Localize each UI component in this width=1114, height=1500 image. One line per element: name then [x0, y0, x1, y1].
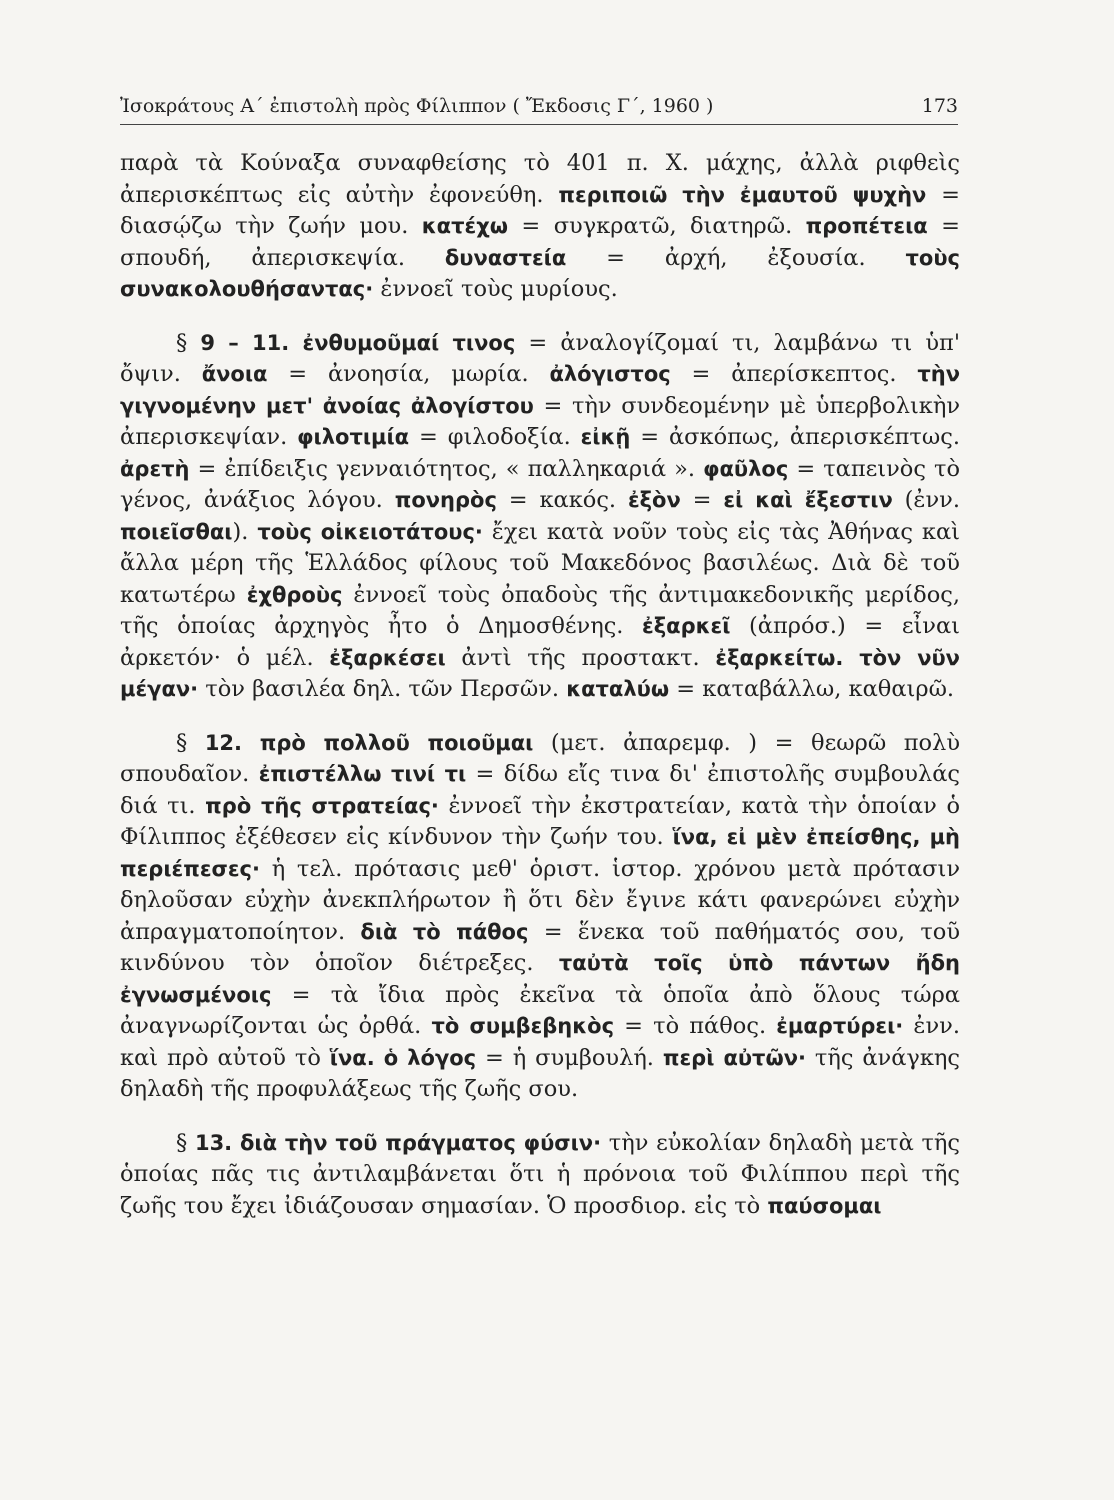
headword: πονηρὸς [394, 488, 497, 512]
headword: εἰκῇ [580, 425, 631, 449]
paragraph [120, 1128, 960, 1223]
paragraph [120, 148, 960, 306]
headword: 9 – 11. ἐνθυμοῦμαί τινος [200, 330, 516, 355]
gloss-text: = ἀναλογίζομαί τι, λαμβάνω τι ὑπ' ὄψιν. [120, 329, 961, 387]
headword: ἐπιστέλλω τινί τι [258, 762, 467, 786]
headword: φαῦλος [703, 456, 789, 481]
gloss-text: = σπουδή, ἀπερισκεψία. [120, 213, 960, 271]
headword: ἐχθροὺς [246, 582, 343, 607]
paragraph [120, 328, 960, 706]
gloss-text: = δίδω εἴς τινα δι' ἐπιστολῆς συμβουλάς διά τι. [120, 761, 960, 819]
gloss-text: = συγκρατῶ, διατηρῶ. [508, 213, 806, 239]
section-sign: § [176, 729, 205, 756]
gloss-text: ἐννοεῖ τοὺς μυρίους. [373, 276, 618, 302]
gloss-text: = κακός. [496, 487, 628, 513]
headword: εἰ καὶ ἔξεστιν [723, 488, 893, 512]
headword: ἀρετὴ [120, 456, 190, 481]
gloss-text: ἔχει κατὰ νοῦν τοὺς εἰς τὰς Ἀθήνας καὶ ἄλλα μέρη τῆς Ἑλλάδος φίλους τοῦ Μακεδόνος βασιλέως. Διὰ δὲ τοῦ κατωτέρω [120, 518, 960, 608]
gloss-text: ἀντὶ τῆς προστακτ. [445, 644, 716, 671]
gloss-text: = ταπεινὸς τὸ γένος, ἀνάξιος λόγου. [120, 455, 960, 513]
gloss-text: = ἀσκόπως, ἀπερισκέπτως. [630, 424, 960, 450]
headword: διὰ τὸ πάθος [360, 919, 529, 944]
headword: τοὺς συνακολουθήσαντας· [120, 245, 960, 301]
commentary-body [120, 148, 960, 1244]
headword: τὴν γιγνομένην μετ' ἀνοίας ἀλογίστου [120, 362, 961, 418]
headword: τὸ συμβεβηκὸς [431, 1014, 615, 1038]
gloss-text: = ἀπερίσκεπτος. [670, 361, 918, 387]
section-sign: § [176, 1129, 195, 1156]
headword: καταλύω [566, 677, 670, 701]
page-number: 173 [921, 95, 958, 117]
headword: ἐμαρτύρει· [776, 1014, 904, 1038]
gloss-text: τὴν εὐκολίαν δηλαδὴ μετὰ τῆς ὁποίας πᾶς τις ἀντιλαμβάνεται ὅτι ἡ πρόνοια τοῦ Φιλίππου περὶ τῆς ζωῆς του ἔχει ἰδιάζουσαν σημασίαν. Ὁ προσδιορ. εἰς τὸ [120, 1129, 960, 1219]
headword: περὶ αὐτῶν· [662, 1045, 806, 1070]
gloss-text: = τὴν συνδεομένην μὲ ὑπερβολικὴν ἀπερισκεψίαν. [120, 392, 960, 450]
gloss-text: = τὸ πάθος. [614, 1013, 777, 1039]
headword: φιλοτιμία [297, 425, 410, 449]
headword: δυναστεία [444, 245, 567, 270]
gloss-text: = τὰ ἴδια πρὸς ἐκεῖνα τὰ ὁποῖα ἀπὸ ὅλους τώρα ἀναγνωρίζονται ὡς ὀρθά. [120, 981, 960, 1039]
headword: ἄνοια [201, 362, 268, 386]
headword: κατέχω [421, 214, 509, 238]
gloss-text: = ἀρχή, ἐξουσία. [566, 244, 906, 271]
headword: προπέτεια [805, 214, 928, 238]
gloss-text: τὸν βασιλέα δηλ. τῶν Περσῶν. [198, 676, 567, 702]
headword: παύσομαι [767, 1193, 882, 1218]
gloss-text: ἐνν. καὶ πρὸ αὐτοῦ τὸ [120, 1013, 960, 1071]
headword: 12. πρὸ πολλοῦ ποιοῦμαι [204, 730, 534, 755]
gloss-text: ἡ τελ. πρότασις μεθ' ὁριστ. ἱστορ. χρόνου μετὰ πρότασιν δηλοῦσαν εὐχὴν ἀνεκπλήρωτον ἢ ὅτι δὲν ἔγινε κάτι φανερώνει εὐχὴν ἀπραγματοποίητον. [120, 855, 960, 945]
headword: ἐξὸν [627, 488, 681, 512]
headword: πρὸ τῆς στρατείας· [205, 793, 439, 818]
gloss-text: = καταβάλλω, καθαιρῶ. [669, 676, 955, 702]
headword: ἀλόγιστος [549, 362, 671, 386]
headword: τοὺς οἰκειοτάτους· [257, 519, 483, 544]
gloss-text: (ἐνν. [892, 487, 960, 513]
running-header [120, 88, 958, 125]
gloss-text: = [680, 487, 724, 513]
gloss-text: ἐννοεῖ τὴν ἐκστρατείαν, κατὰ τὴν ὁποίαν ὁ Φίλιππος ἐξέθεσεν εἰς κίνδυνον τὴν ζωήν του. [120, 792, 960, 850]
gloss-text: = ἕνεκα τοῦ παθήματός σου, τοῦ κινδύνου τὸν ὁποῖον διέτρεξες. [120, 918, 960, 976]
headword: ἵνα. ὁ λόγος [329, 1045, 477, 1070]
header-title: Ἰσοκράτους Α΄ ἐπιστολὴ πρὸς Φίλιππον ( Ἔκδοσις Γ΄, 1960 ) [120, 95, 714, 117]
gloss-text: (μετ. ἀπαρεμφ. ) = θεωρῶ πολὺ σπουδαῖον. [120, 729, 960, 787]
headword: ποιεῖσθαι [120, 519, 233, 544]
gloss-text: παρὰ τὰ Κούναξα συναφθείσης τὸ 401 π. Χ. μάχης, ἀλλὰ ριφθεὶς ἀπερισκέπτως εἰς αὐτὴν ἐφονεύθη. [120, 150, 960, 208]
headword: ταὐτὰ τοῖς ὑπὸ πάντων ἤδη ἐγνωσμένοις [120, 951, 960, 1007]
gloss-text: (ἀπρόσ.) = εἶναι ἀρκετόν· ὁ μέλ. [120, 613, 960, 671]
headword: ἐξαρκεῖ [642, 614, 731, 638]
gloss-text: ἐννοεῖ τοὺς ὀπαδοὺς τῆς ἀντιμακεδονικῆς μερίδος, τῆς ὁποίας ἀρχηγὸς ἦτο ὁ Δημοσθένης. [120, 581, 960, 639]
gloss-text: = ἡ συμβουλή. [476, 1044, 663, 1071]
headword: ἵνα, εἰ μὲν ἐπείσθης, μὴ περιέπεσες· [120, 825, 960, 881]
gloss-text: = ἐπίδειξις γενναιότητος, « παλληκαριά ». [189, 455, 704, 482]
gloss-text: = ἀνοησία, μωρία. [267, 361, 550, 387]
gloss-text: = φιλοδοξία. [409, 424, 581, 450]
gloss-text: τῆς ἀνάγκης δηλαδὴ τῆς προφυλάξεως τῆς ζωῆς σου. [120, 1044, 960, 1102]
section-sign: § [176, 329, 201, 356]
paragraph [120, 728, 960, 1106]
headword: ἐξαρκείτω. τὸν νῦν μέγαν· [120, 645, 960, 701]
gloss-text: = διασῴζω τὴν ζωήν μου. [120, 181, 960, 239]
headword: 13. διὰ τὴν τοῦ πράγματος φύσιν· [194, 1130, 602, 1155]
headword: ἐξαρκέσει [329, 645, 446, 670]
gloss-text: ). [232, 518, 258, 545]
headword: περιποιῶ τὴν ἐμαυτοῦ ψυχὴν [558, 182, 927, 207]
